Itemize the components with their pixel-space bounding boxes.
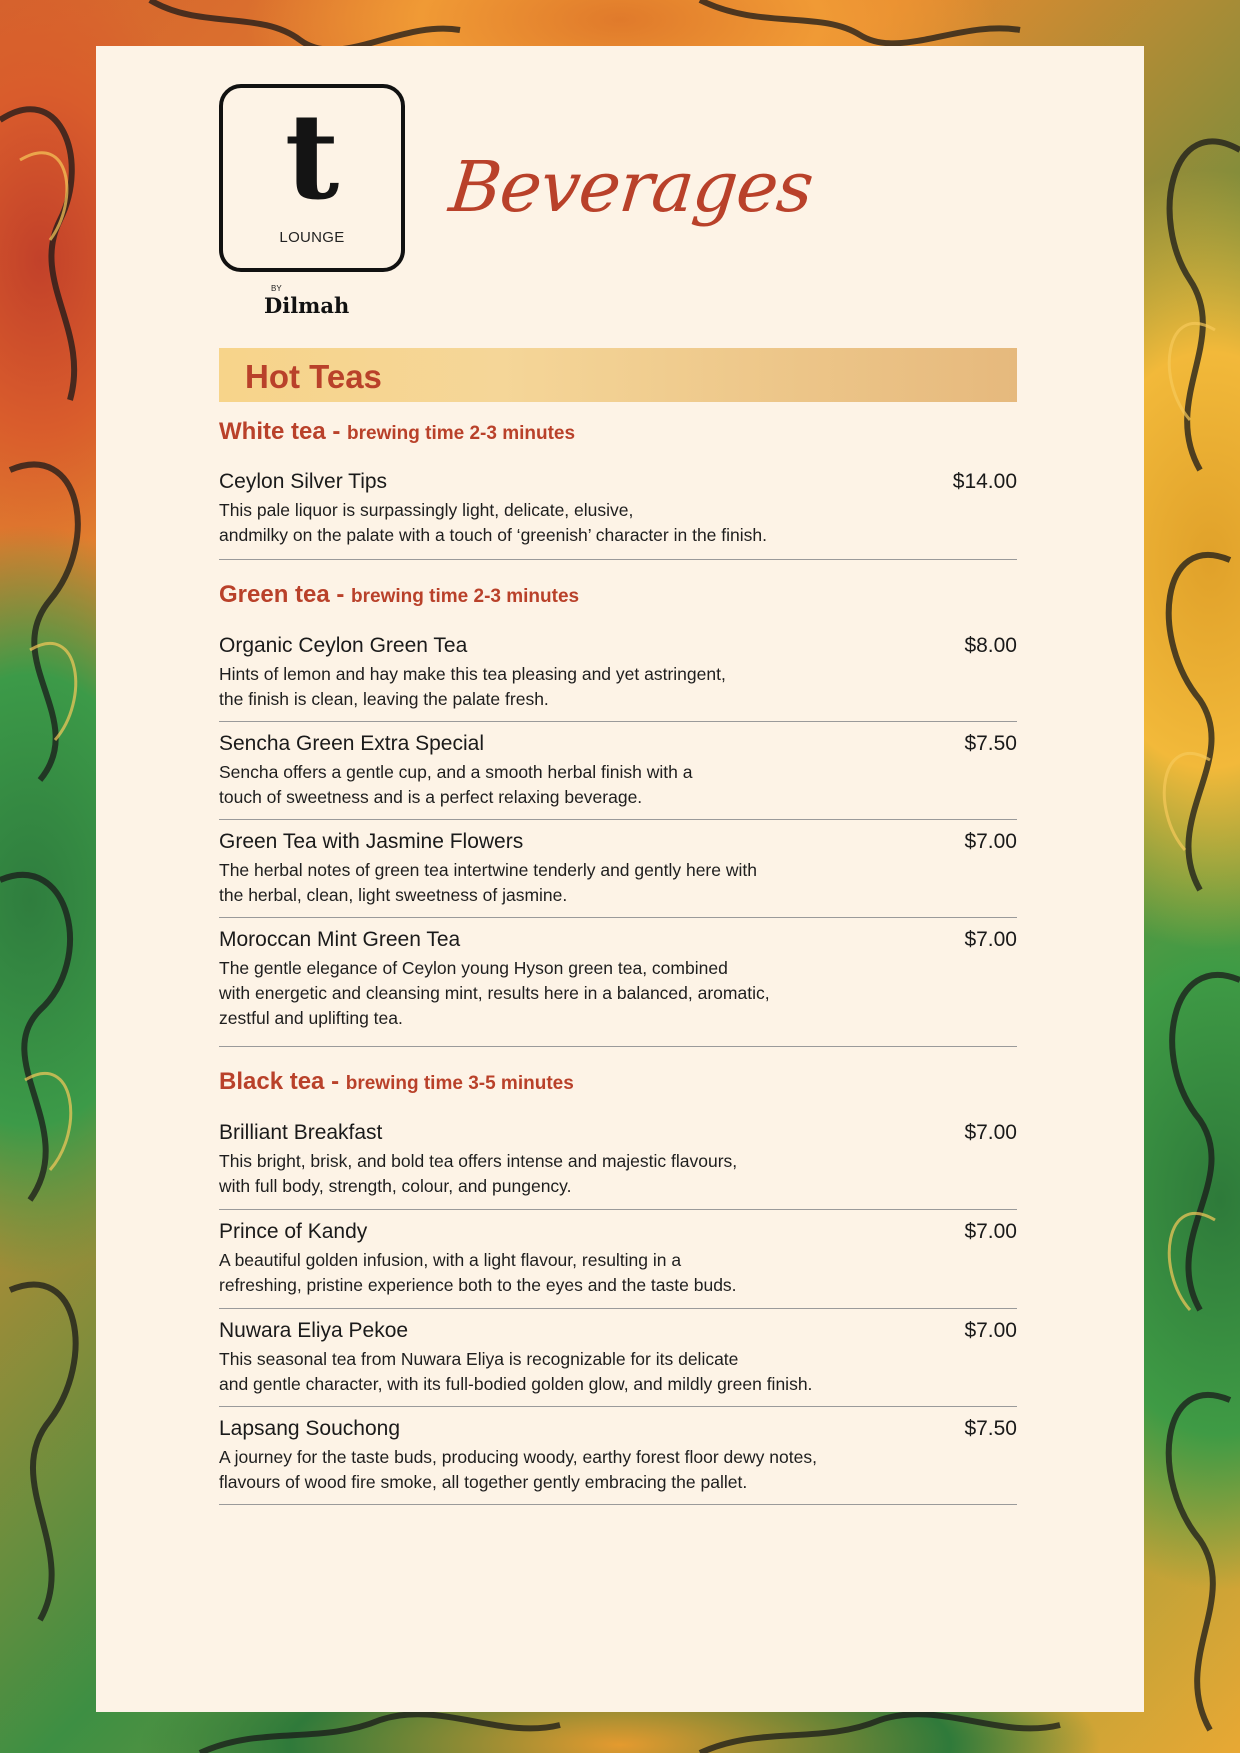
item-price: $14.00 — [952, 470, 1017, 493]
section-banner — [219, 348, 1017, 402]
item-price: $8.00 — [964, 634, 1017, 657]
divider — [219, 1046, 1017, 1047]
item-price: $7.00 — [964, 830, 1017, 853]
item-name: Ceylon Silver Tips — [219, 470, 388, 493]
divider — [219, 917, 1017, 918]
t-lounge-logo — [219, 84, 405, 272]
divider — [219, 819, 1017, 820]
divider — [219, 1308, 1017, 1309]
item-name: Prince of Kandy — [219, 1220, 368, 1243]
category-name: White tea - — [219, 418, 348, 445]
divider — [219, 1504, 1017, 1505]
item-description: Sencha offers a gentle cup, and a smooth herbal finish with a touch of sweetness and is a perfect relaxing beverage. — [219, 762, 693, 807]
item-description: Hints of lemon and hay make this tea pleasing and yet astringent, the finish is clean, leaving the palate fresh. — [219, 664, 726, 709]
item-description: This seasonal tea from Nuwara Eliya is recognizable for its delicate and gentle character, with its full-bodied golden glow, and mildly green finish. — [219, 1349, 813, 1394]
divider — [219, 559, 1017, 560]
logo-t-glyph: t — [284, 87, 340, 226]
brewing-time: brewing time 2-3 minutes — [347, 423, 576, 444]
item-name: Brilliant Breakfast — [219, 1121, 383, 1144]
item-name: Lapsang Souchong — [219, 1417, 400, 1440]
item-price: $7.00 — [964, 1121, 1017, 1144]
divider — [219, 721, 1017, 722]
logo-dilmah-text: Dilmah — [264, 293, 350, 318]
divider — [219, 1406, 1017, 1407]
item-name: Nuwara Eliya Pekoe — [219, 1319, 409, 1342]
item-name: Green Tea with Jasmine Flowers — [219, 830, 524, 853]
item-price: $7.00 — [964, 1220, 1017, 1243]
item-description: A journey for the taste buds, producing woody, earthy forest floor dewy notes, flavours of wood fire smoke, all together gently embracing the pallet. — [219, 1447, 817, 1492]
item-price: $7.00 — [964, 1319, 1017, 1342]
item-price: $7.00 — [964, 928, 1017, 951]
item-description: This bright, brisk, and bold tea offers intense and majestic flavours, with full body, strength, colour, and pungency. — [219, 1151, 738, 1196]
category-heading-white-tea — [219, 418, 575, 446]
brewing-time: brewing time 3-5 minutes — [345, 1073, 574, 1094]
item-name: Sencha Green Extra Special — [219, 732, 484, 755]
page-title: Beverages — [445, 146, 817, 228]
category-name: Black tea - — [219, 1068, 346, 1095]
item-description: The herbal notes of green tea intertwine tenderly and gently here with the herbal, clean, light sweetness of jasmine. — [219, 860, 757, 905]
item-description: This pale liquor is surpassingly light, delicate, elusive, andmilky on the palate with a touch of ‘greenish’ character in the finish. — [219, 500, 767, 545]
logo-by-text: BY — [271, 284, 282, 293]
item-name: Moroccan Mint Green Tea — [219, 928, 461, 951]
item-price: $7.50 — [964, 1417, 1017, 1440]
item-description: The gentle elegance of Ceylon young Hyson green tea, combined with energetic and cleansing mint, results here in a balanced, aromatic, zestful and uplifting tea. — [219, 958, 770, 1028]
item-description: A beautiful golden infusion, with a light flavour, resulting in a refreshing, pristine experience both to the eyes and the taste buds. — [219, 1250, 737, 1295]
brewing-time: brewing time 2-3 minutes — [351, 586, 580, 607]
category-heading-green-tea — [219, 581, 579, 609]
divider — [219, 1209, 1017, 1210]
logo-lounge-text: LOUNGE — [279, 229, 345, 246]
item-price: $7.50 — [964, 732, 1017, 755]
item-name: Organic Ceylon Green Tea — [219, 634, 468, 657]
category-heading-black-tea — [219, 1068, 574, 1096]
category-name: Green tea - — [219, 581, 352, 608]
menu-card — [96, 46, 1144, 1712]
section-title: Hot Teas — [245, 358, 382, 395]
